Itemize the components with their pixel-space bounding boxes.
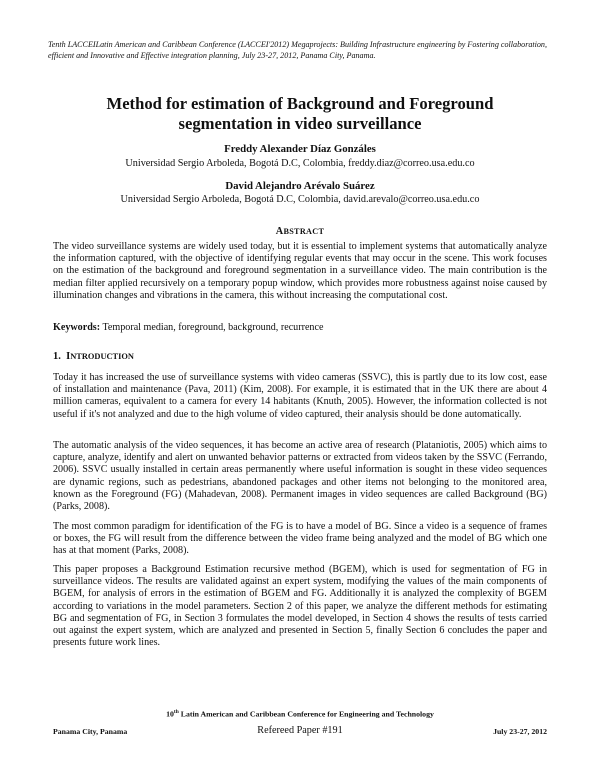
keywords-line (53, 322, 547, 334)
author-1-name: Freddy Alexander Díaz Gonzáles (224, 143, 376, 155)
abstract-heading-initial: A (275, 226, 284, 237)
title-line-1: Method for estimation of Background and Foreground (106, 94, 494, 113)
section-title-initial: I (66, 351, 71, 362)
footer-ordinal: 10 (166, 709, 174, 719)
footer-ordinal-suffix: th (173, 709, 179, 715)
intro-paragraph-1: Today it has increased the use of surveillance systems with video cameras (SSVC), this is partly due to its low cost, ease of installation and maintenance (Pava, 2011) (Kim, 2008). For example, it is estimated that in the UK there are about 4 million cameras, equivalent to a camera for every 14 habitants (Knuth, 2005). However, the information collected is not useful if it's not analyzed and due to the high volume of video captured, their analysis should be done automatically. (53, 372, 547, 420)
section-number: 1. (53, 351, 61, 362)
footer-paper-ref: Refereed Paper #191 (257, 725, 343, 736)
keywords-text: Temporal median, foreground, background, recurrence (102, 322, 324, 333)
paper-title (60, 94, 540, 134)
footer-conference-name: Latin American and Caribbean Conference for Engineering and Technology (178, 709, 434, 719)
author-1-affiliation: Universidad Sergio Arboleda, Bogotá D.C, Colombia, freddy.diaz@correo.usa.edu.co (125, 158, 475, 169)
conference-header: Tenth LACCEILatin American and Caribbean Conference (LACCEI'2012) Megaprojects: Building Infrastructure engineering by Fostering collaboration, efficient and Innovative and Effective integration planning, July 23-27, 2012, Panama City, Panama. (48, 40, 548, 60)
author-2-name: David Alejandro Arévalo Suárez (225, 180, 375, 192)
abstract-heading (40, 226, 560, 237)
intro-paragraph-4: This paper proposes a Background Estimation recursive method (BGEM), which is used for segmentation of FG in surveillance videos. The results are validated against an expert system, modifying the values of the main components of BGEM, for analysis of errors in the estimation of BGEM and FG. Additionally it is analyzed the complexity of BGEM according to variations in the model parameters. Section 2 of this paper, we analyze the different methods for estimating BG and segmentation of FG, in Section 3 formulates the model developed, in Section 4 shows the results of tests carried out against the expert system, which are analyzed and presented in Section 5, finally Section 6 concludes the paper and presents future work lines. (53, 564, 547, 649)
abstract-text: The video surveillance systems are widely used today, but it is essential to implement systems that automatically analyze the information captured, with the objective of identifying regular events that may occur in the scene. This work focuses on the estimation of the background and foreground segmentation in a surveillance video. The main contribution is the median filter applied recursively on a temporary popup window, which provides more robustness against noise caused by illumination changes and vibrations in the camera, this without increasing the computational cost. (53, 241, 547, 301)
footer-dates: July 23-27, 2012 (493, 727, 547, 736)
footer-conference (40, 709, 560, 719)
footer-location: Panama City, Panama (53, 727, 128, 736)
title-line-2: segmentation in video surveillance (178, 114, 422, 133)
section-heading-introduction (53, 351, 134, 362)
abstract-heading-rest: BSTRACT (283, 227, 325, 236)
intro-paragraph-3: The most common paradigm for identification of the FG is to have a model of BG. Since a video is a sequence of frames or boxes, the FG will result from the difference between the video frame being analyzed and the model of BG which one has at that moment (Parks, 2008). (53, 521, 547, 557)
section-title-rest: NTRODUCTION (70, 352, 134, 361)
intro-paragraph-2: The automatic analysis of the video sequences, it has become an active area of research (Plataniotis, 2005) which aims to capture, analyze, identify and alert on unwanted behavior patterns or extracted from videos taken by the SSVC (Ferrando, 2006). SSVC usually installed in certain areas permanently where useful information is sought in these video sequences are dynamic regions, such as pedestrians, abandoned packages and other items not belonging to the monitored area, known as the Foreground (FG) (Mahadevan, 2008). Permanent images in video sequences are called Background (BG) (Parks, 2008). (53, 440, 547, 513)
author-2-affiliation: Universidad Sergio Arboleda, Bogotá D.C, Colombia, david.arevalo@correo.usa.edu.co (120, 194, 480, 205)
keywords-label: Keywords: (53, 322, 101, 333)
